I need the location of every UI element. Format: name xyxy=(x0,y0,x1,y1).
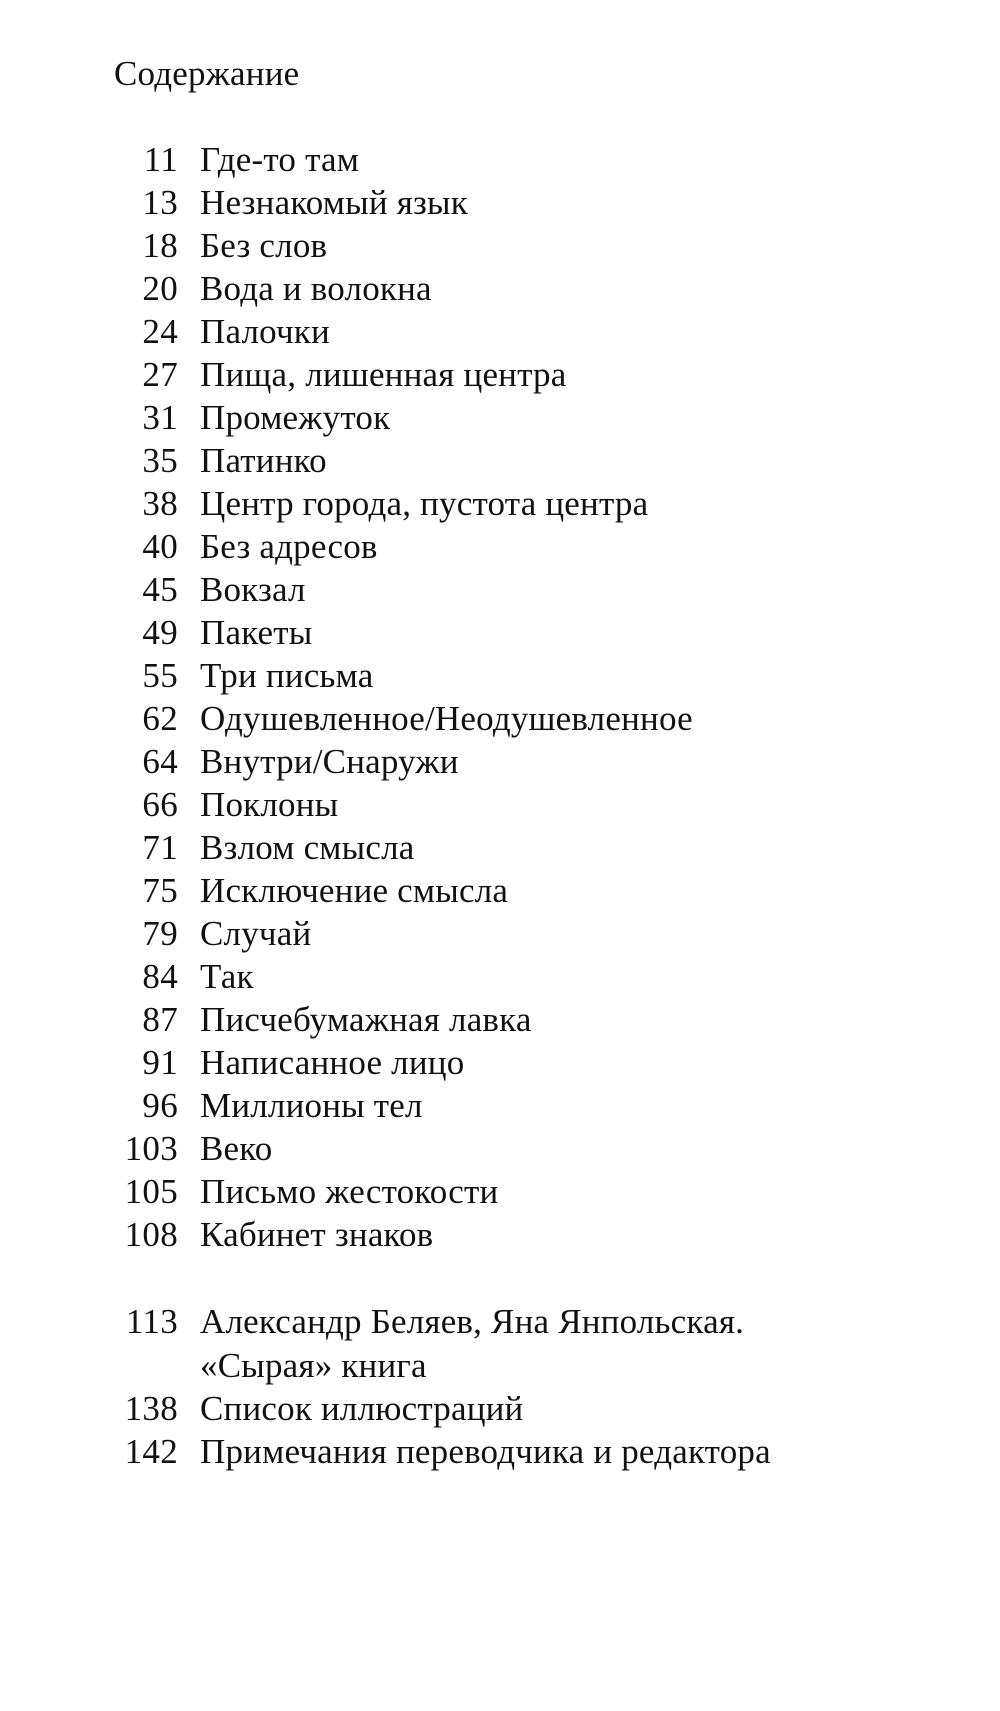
page-number: 79 xyxy=(142,914,178,953)
toc-entry xyxy=(0,1084,1000,1128)
appendix-title: Примечания переводчика и редактора xyxy=(200,1432,771,1471)
chapter-title: Случай xyxy=(200,914,312,953)
page-number: 105 xyxy=(124,1172,178,1211)
chapter-title: Без адресов xyxy=(200,527,378,566)
page-number: 103 xyxy=(124,1129,178,1168)
chapter-title: Промежуток xyxy=(200,398,391,437)
chapter-title: Написанное лицо xyxy=(200,1043,465,1082)
chapter-title: Внутри/Снаружи xyxy=(200,742,459,781)
chapter-title: Палочки xyxy=(200,312,330,351)
page-number: 24 xyxy=(142,312,178,351)
chapter-title: Исключение смысла xyxy=(200,871,509,910)
page-number: 84 xyxy=(142,957,178,996)
page-number: 66 xyxy=(142,785,178,824)
appendix-title-continuation: «Сырая» книга xyxy=(200,1346,427,1385)
page-number: 91 xyxy=(142,1043,178,1082)
appendix-title: Александр Беляев, Яна Янпольская. xyxy=(200,1302,745,1341)
toc-entry xyxy=(0,912,1000,956)
page-number: 113 xyxy=(125,1302,178,1341)
chapter-title: Веко xyxy=(200,1129,273,1168)
toc-entry xyxy=(0,783,1000,827)
toc-entry xyxy=(0,1213,1000,1257)
toc-entry xyxy=(0,568,1000,612)
toc-entry xyxy=(0,611,1000,655)
chapter-title: Патинко xyxy=(200,441,327,480)
page-number: 108 xyxy=(124,1215,178,1254)
page-number: 96 xyxy=(142,1086,178,1125)
chapter-title: Пища, лишенная центра xyxy=(200,355,567,394)
page-number: 62 xyxy=(142,699,178,738)
toc-entry xyxy=(0,224,1000,268)
toc-entry xyxy=(0,396,1000,440)
toc-entry xyxy=(0,1041,1000,1085)
page-number: 11 xyxy=(143,140,178,179)
toc-entry xyxy=(0,525,1000,569)
chapter-title: Незнакомый язык xyxy=(200,183,468,222)
toc-entry xyxy=(0,138,1000,182)
chapter-title: Взлом смысла xyxy=(200,828,415,867)
page-number: 142 xyxy=(124,1432,178,1471)
page-number: 64 xyxy=(142,742,178,781)
chapter-title: Кабинет знаков xyxy=(200,1215,434,1254)
chapter-title: Писчебумажная лавка xyxy=(200,1000,532,1039)
page-number: 55 xyxy=(142,656,178,695)
toc-entry xyxy=(0,482,1000,526)
toc-appendix-entry xyxy=(0,1300,1000,1388)
toc-entry xyxy=(0,955,1000,999)
toc-entry xyxy=(0,740,1000,784)
toc-appendix-entry xyxy=(0,1387,1000,1431)
toc-entry xyxy=(0,267,1000,311)
toc-entry xyxy=(0,1127,1000,1171)
toc-entry xyxy=(0,998,1000,1042)
chapter-title: Так xyxy=(200,957,254,996)
chapter-title: Без слов xyxy=(200,226,328,265)
page-number: 31 xyxy=(142,398,178,437)
page-number: 27 xyxy=(142,355,178,394)
toc-entry xyxy=(0,181,1000,225)
chapter-title: Три письма xyxy=(200,656,374,695)
appendix-title: Список иллюстраций xyxy=(200,1389,524,1428)
chapter-title: Вода и волокна xyxy=(200,269,432,308)
page-number: 13 xyxy=(142,183,178,222)
page-number: 18 xyxy=(142,226,178,265)
page-number: 71 xyxy=(142,828,178,867)
chapter-title: Вокзал xyxy=(200,570,306,609)
page-number: 138 xyxy=(124,1389,178,1428)
toc-entry xyxy=(0,1170,1000,1214)
toc-entry xyxy=(0,353,1000,397)
chapter-title: Пакеты xyxy=(200,613,313,652)
page-number: 45 xyxy=(142,570,178,609)
page-number: 20 xyxy=(142,269,178,308)
page-number: 49 xyxy=(142,613,178,652)
toc-entry xyxy=(0,869,1000,913)
chapter-title: Центр города, пустота центра xyxy=(200,484,649,523)
page-number: 75 xyxy=(142,871,178,910)
page-number: 40 xyxy=(142,527,178,566)
chapter-title: Поклоны xyxy=(200,785,339,824)
toc-entry xyxy=(0,826,1000,870)
toc-entry xyxy=(0,439,1000,483)
toc-entry xyxy=(0,697,1000,741)
chapter-title: Одушевленное/Неодушевленное xyxy=(200,699,693,738)
page-title: Содержание xyxy=(114,54,300,93)
page-number: 35 xyxy=(142,441,178,480)
toc-entry xyxy=(0,310,1000,354)
page-number: 87 xyxy=(142,1000,178,1039)
chapter-title: Где-то там xyxy=(200,140,360,179)
chapter-title: Письмо жестокости xyxy=(200,1172,499,1211)
toc-entry xyxy=(0,654,1000,698)
chapter-title: Миллионы тел xyxy=(200,1086,423,1125)
toc-appendix-entry xyxy=(0,1430,1000,1474)
page-number: 38 xyxy=(142,484,178,523)
